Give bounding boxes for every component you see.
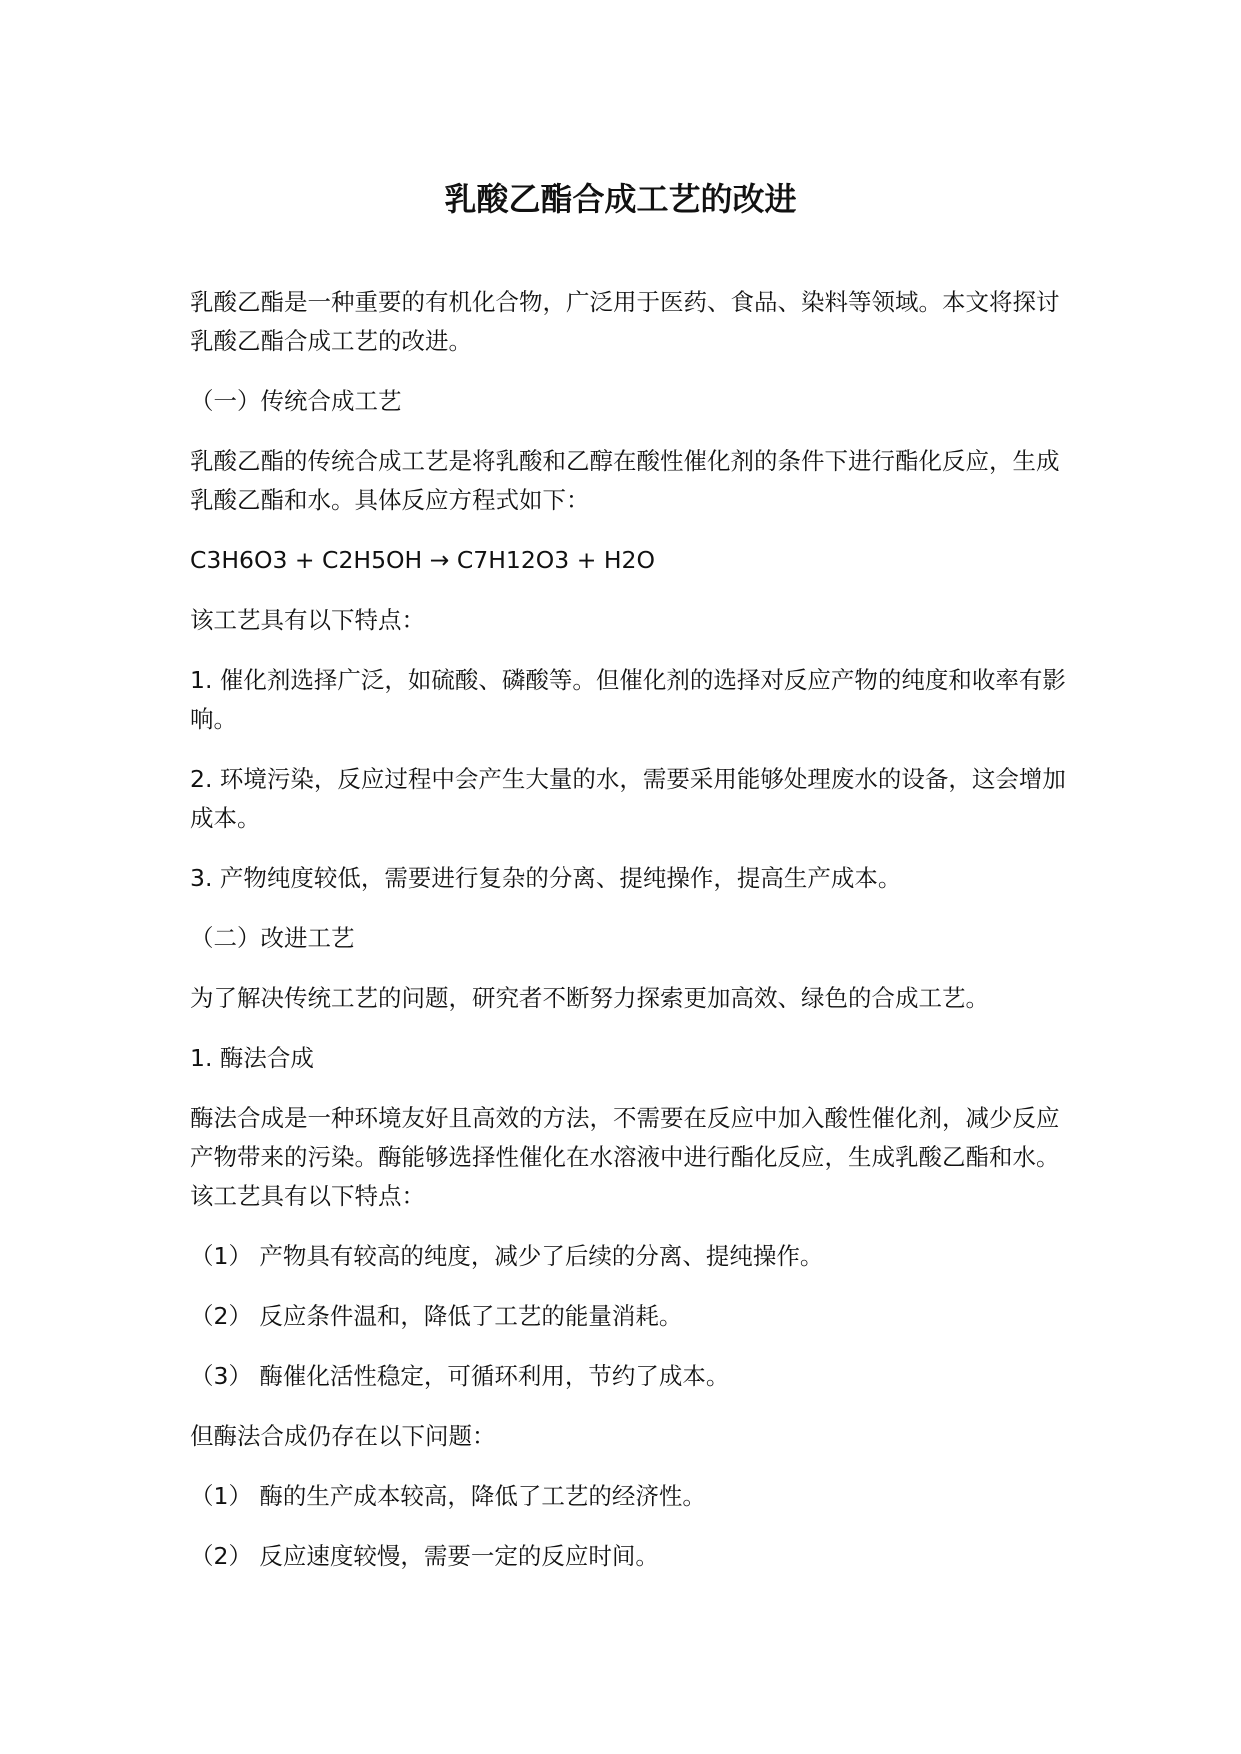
document-title: 乳酸乙酯合成工艺的改进 — [444, 180, 797, 218]
paragraph-features-intro — [190, 601, 1060, 640]
list-item-advantage-1 — [190, 1237, 1060, 1276]
text-line: 响。 — [190, 705, 237, 733]
paragraph-improved-intro — [190, 979, 1060, 1018]
text-line: （3） 酶催化活性稳定，可循环利用，节约了成本。 — [190, 1362, 730, 1390]
text-line: 2. 环境污染，反应过程中会产生大量的水，需要采用能够处理废水的设备，这会增加 — [190, 765, 1066, 793]
list-item-problem-2 — [190, 1537, 1060, 1576]
text-line: （2） 反应条件温和，降低了工艺的能量消耗。 — [190, 1302, 683, 1330]
text-line: （1） 产物具有较高的纯度，减少了后续的分离、提纯操作。 — [190, 1242, 824, 1270]
text-line: （二）改进工艺 — [190, 924, 355, 952]
text-line: 乳酸乙酯合成工艺的改进。 — [190, 327, 472, 355]
list-item-advantage-3 — [190, 1357, 1060, 1396]
text-line: 3. 产物纯度较低，需要进行复杂的分离、提纯操作，提高生产成本。 — [190, 864, 902, 892]
text-line: （一）传统合成工艺 — [190, 387, 402, 415]
text-line: C3H6O3 + C2H5OH → C7H12O3 + H2O — [190, 546, 655, 574]
text-line: 为了解决传统工艺的问题，研究者不断努力探索更加高效、绿色的合成工艺。 — [190, 984, 989, 1012]
text-line: 该工艺具有以下特点： — [190, 606, 425, 634]
reaction-equation — [190, 541, 1060, 580]
text-line: 乳酸乙酯和水。具体反应方程式如下： — [190, 486, 590, 514]
section-heading-improved — [190, 919, 1060, 958]
text-line: 酶法合成是一种环境友好且高效的方法，不需要在反应中加入酸性催化剂，减少反应 — [190, 1104, 1060, 1132]
text-line: 1. 催化剂选择广泛，如硫酸、磷酸等。但催化剂的选择对反应产物的纯度和收率有影 — [190, 666, 1066, 694]
document-body — [190, 283, 1066, 1597]
text-line: 乳酸乙酯的传统合成工艺是将乳酸和乙醇在酸性催化剂的条件下进行酯化反应，生成 — [190, 447, 1060, 475]
list-item-problem-1 — [190, 1477, 1060, 1516]
text-line: （2） 反应速度较慢，需要一定的反应时间。 — [190, 1542, 659, 1570]
subheading-enzymatic — [190, 1039, 1060, 1078]
text-line: 产物带来的污染。酶能够选择性催化在水溶液中进行酯化反应，生成乳酸乙酯和水。 — [190, 1143, 1060, 1171]
paragraph-intro — [190, 283, 1060, 361]
paragraph-traditional-process — [190, 442, 1060, 520]
list-item-purity — [190, 859, 1060, 898]
text-line: 乳酸乙酯是一种重要的有机化合物，广泛用于医药、食品、染料等领域。本文将探讨 — [190, 288, 1060, 316]
list-item-advantage-2 — [190, 1297, 1060, 1336]
text-line: 1. 酶法合成 — [190, 1044, 314, 1072]
paragraph-problems-intro — [190, 1417, 1060, 1456]
text-line: 成本。 — [190, 804, 261, 832]
list-item-pollution — [190, 760, 1066, 838]
text-line: （1） 酶的生产成本较高，降低了工艺的经济性。 — [190, 1482, 706, 1510]
list-item-catalyst — [190, 661, 1066, 739]
text-line: 该工艺具有以下特点： — [190, 1182, 425, 1210]
text-line: 但酶法合成仍存在以下问题： — [190, 1422, 496, 1450]
paragraph-enzymatic — [190, 1099, 1060, 1216]
section-heading-traditional — [190, 382, 1060, 421]
